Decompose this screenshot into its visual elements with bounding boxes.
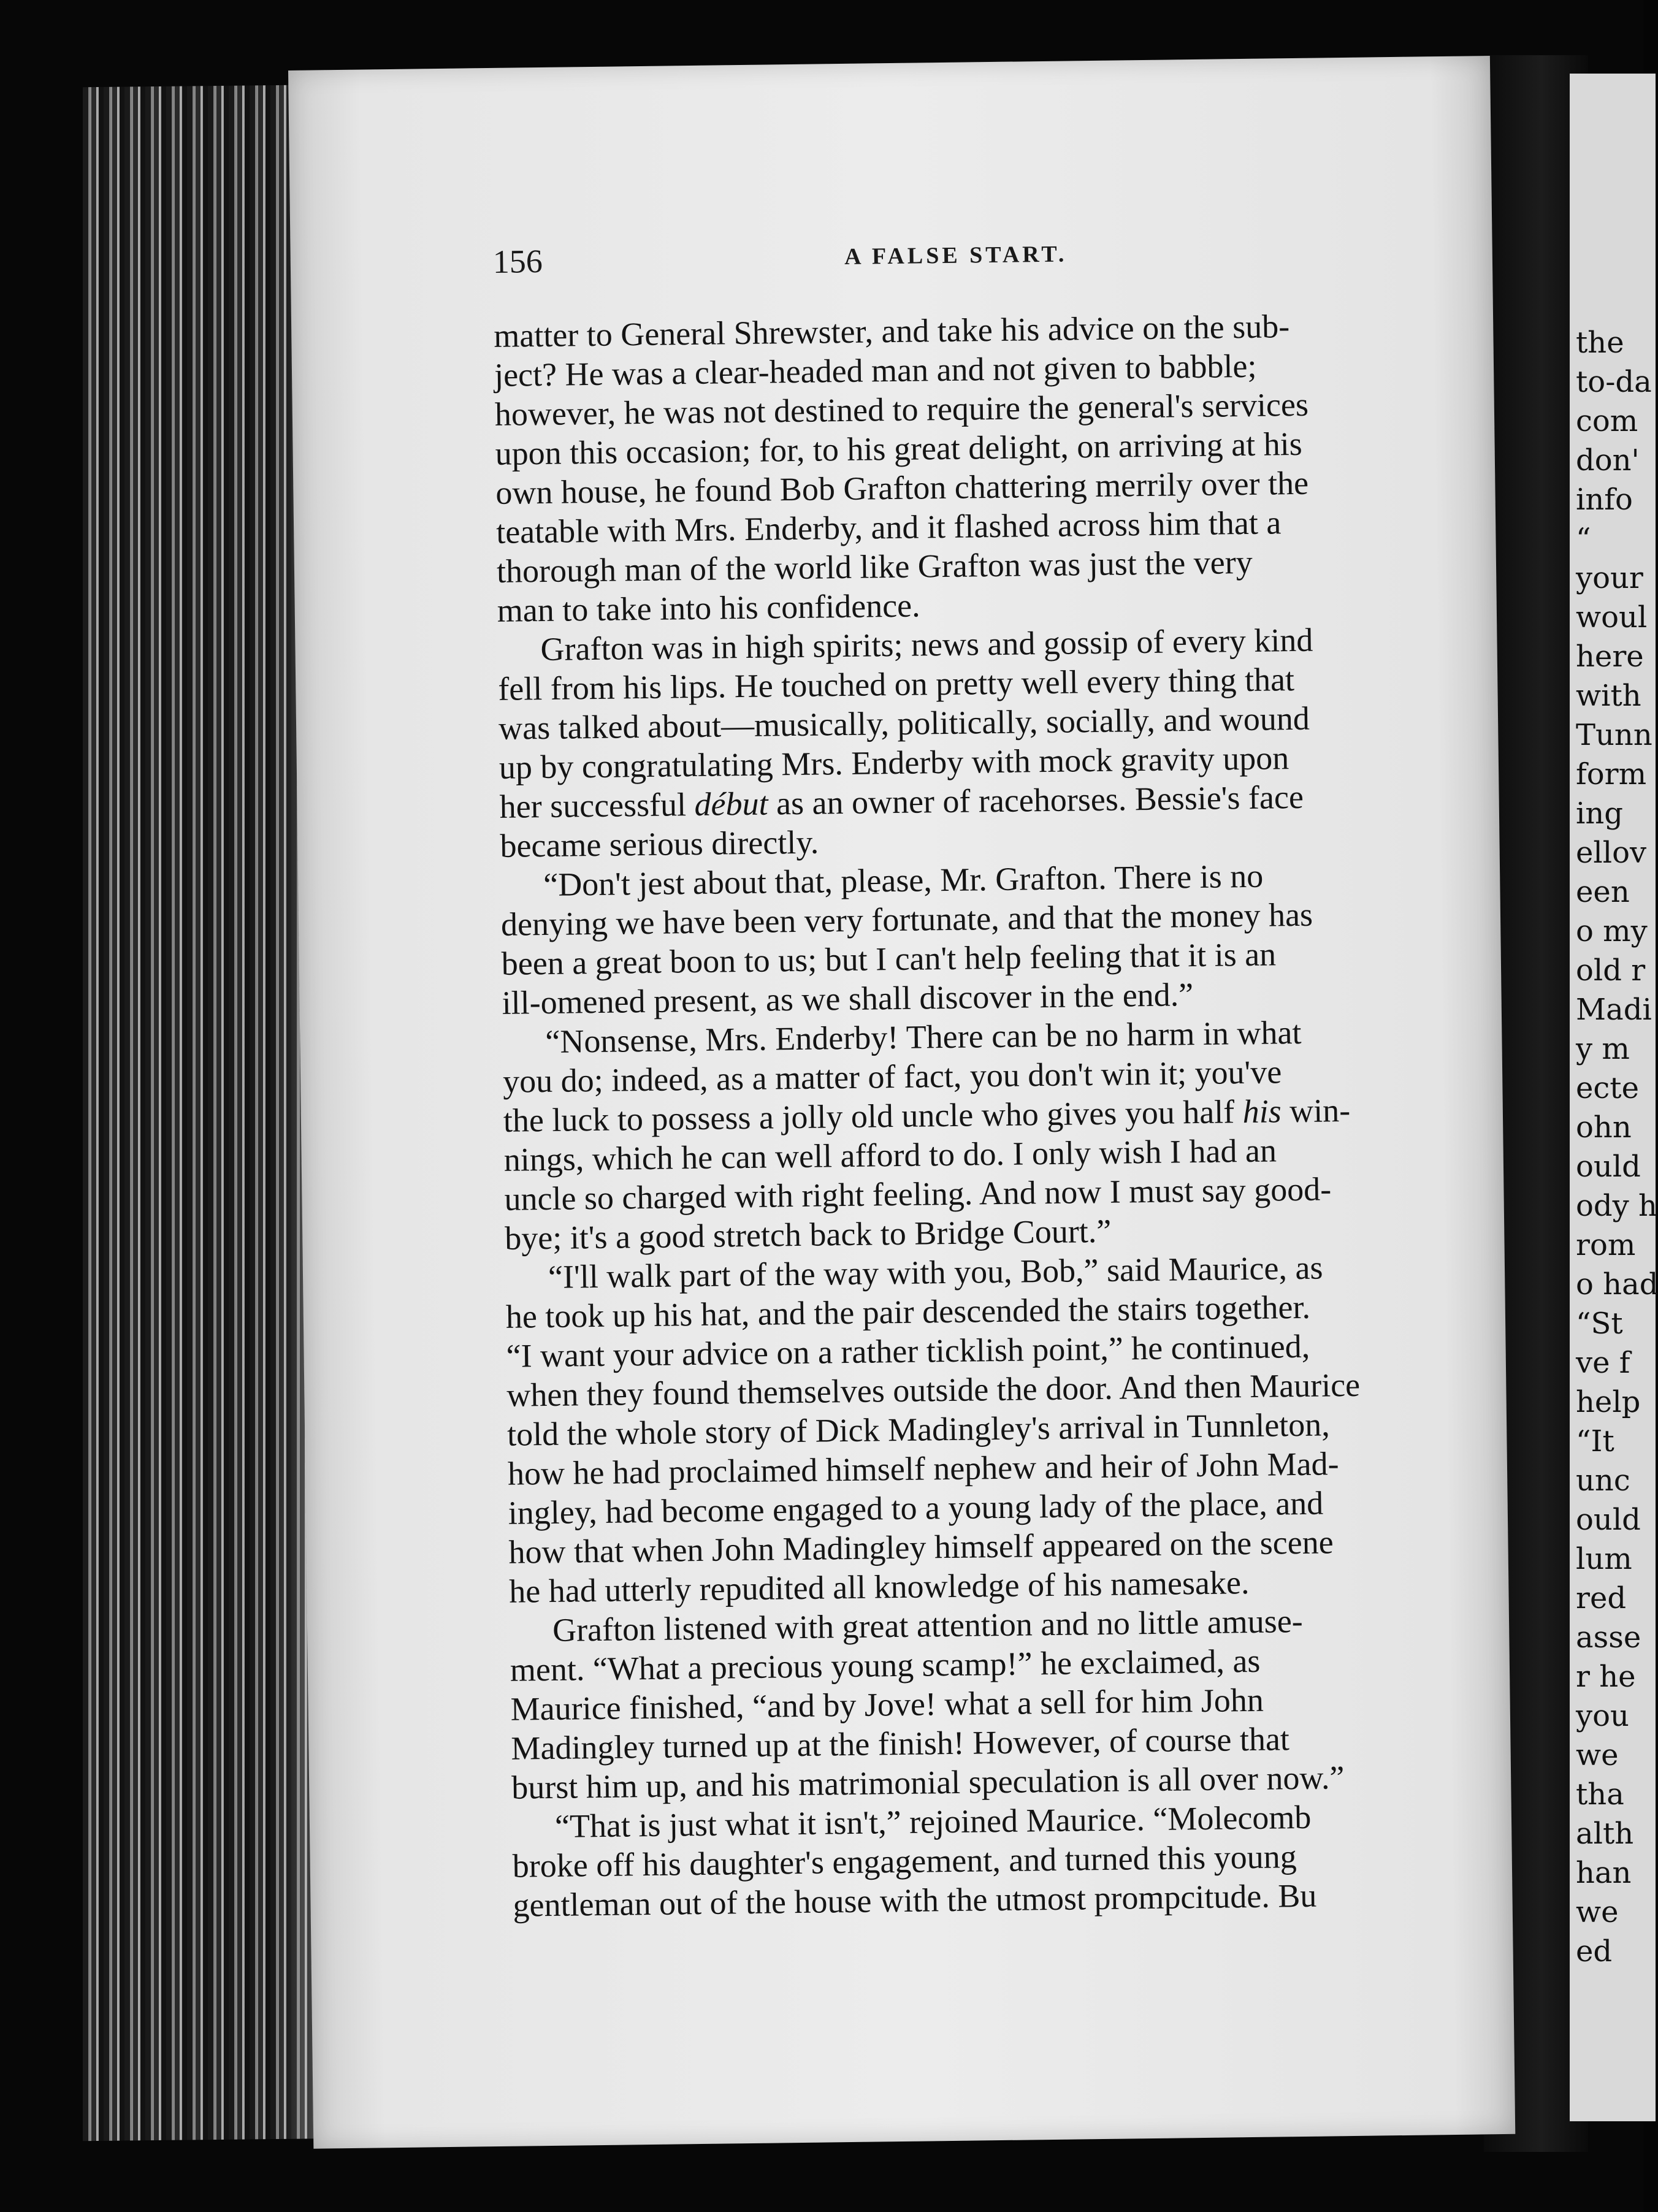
- text-line: told the whole story of Dick Madingley's arrival in Tunnleton,: [506, 1406, 1331, 1453]
- text-line: own house, he found Bob Grafton chattering merrily over the: [495, 464, 1309, 511]
- text-line: ject? He was a clear-headed man and not given to babble;: [494, 347, 1257, 394]
- text-line: “Don't jest about that, please, Mr. Grafton. There is no: [543, 857, 1264, 904]
- text-line: Grafton listened with great attention and no little amuse-: [552, 1602, 1304, 1649]
- text-segment: her successful: [499, 785, 695, 825]
- running-head: A FALSE START.: [844, 241, 1068, 270]
- facing-page-strip: [1570, 74, 1656, 2121]
- page-number: 156: [492, 242, 543, 280]
- text-line: burst him up, and his matrimonial speculation is all over now.”: [511, 1759, 1345, 1806]
- text-line: uncle so charged with right feeling. And now I must say good-: [504, 1170, 1332, 1218]
- text-line: Maurice finished, “and by Jove! what a sell for him John: [510, 1681, 1264, 1728]
- facing-page-fragment: Tunn: [1576, 718, 1652, 752]
- text-line: ingley, had become engaged to a young lady of the place, and: [508, 1484, 1324, 1531]
- facing-page-fragment: tha: [1576, 1777, 1624, 1812]
- book-page: [288, 56, 1515, 2149]
- text-line: denying we have been very fortunate, and that the money has: [500, 896, 1313, 943]
- text-segment: the luck to possess a jolly old uncle who gives you half: [503, 1093, 1244, 1139]
- text-line: nings, which he can well afford to do. I only wish I had an: [503, 1132, 1277, 1178]
- facing-page-fragment: ohn: [1576, 1110, 1632, 1145]
- text-line: matter to General Shrewster, and take his advice on the sub-: [493, 308, 1290, 354]
- facing-page-fragment: “It: [1576, 1424, 1614, 1459]
- italic-word: début: [694, 785, 768, 823]
- text-line: how he had proclaimed himself nephew and heir of John Mad-: [507, 1445, 1339, 1492]
- facing-page-fragment: com: [1576, 404, 1638, 438]
- facing-page-fragment: don': [1576, 443, 1640, 478]
- facing-page-fragment: old r: [1576, 953, 1646, 988]
- facing-page-fragment: form: [1576, 757, 1647, 791]
- text-line: fell from his lips. He touched on pretty well every thing that: [497, 661, 1295, 707]
- facing-page-fragment: unc: [1576, 1463, 1630, 1498]
- text-line: up by congratulating Mrs. Enderby with mock gravity upon: [499, 739, 1289, 786]
- text-line: “That is just what it isn't,” rejoined Maurice. “Molecomb: [554, 1798, 1312, 1845]
- text-line: was talked about—musically, politically, socially, and wound: [498, 700, 1310, 747]
- facing-page-fragment: ed: [1576, 1934, 1613, 1969]
- body-text: [494, 304, 1496, 2008]
- facing-page-fragment: with: [1576, 679, 1641, 713]
- text-line: ment. “What a precious young scamp!” he exclaimed, as: [510, 1642, 1261, 1688]
- text-line: upon this occasion; for, to his great delight, on arriving at his: [495, 425, 1303, 472]
- facing-page-fragment: o had: [1576, 1267, 1658, 1302]
- facing-page-fragment: we: [1576, 1895, 1619, 1929]
- facing-page-fragment: alth: [1576, 1817, 1634, 1851]
- text-line: “I'll walk part of the way with you, Bob,” said Maurice, as: [548, 1249, 1323, 1295]
- facing-page-fragment: r he: [1576, 1660, 1636, 1694]
- text-line: man to take into his confidence.: [497, 587, 920, 629]
- page-header: [492, 231, 1419, 291]
- facing-page-fragment: Madi: [1576, 993, 1652, 1027]
- text-segment: as an owner of racehorses. Bessie's face: [768, 778, 1304, 822]
- text-line: he had utterly repudited all knowledge of his namesake.: [508, 1564, 1250, 1610]
- facing-page-fragment: ellov: [1576, 836, 1647, 870]
- facing-page-fragment: een: [1576, 875, 1630, 909]
- text-line: ill-omened present, as we shall discover in the end.”: [502, 976, 1194, 1021]
- facing-page-fragment: your: [1576, 561, 1643, 595]
- facing-page-fragment: we: [1576, 1738, 1619, 1772]
- facing-page-fragment: y m: [1576, 1032, 1630, 1066]
- text-line: thorough man of the world like Grafton was just the very: [496, 543, 1253, 590]
- facing-page-fragment: red: [1576, 1581, 1627, 1615]
- text-line: when they found themselves outside the door. And then Maurice: [506, 1366, 1361, 1414]
- facing-page-fragment: to-da: [1576, 365, 1652, 399]
- facing-page-fragment: here: [1576, 639, 1644, 674]
- facing-page-fragment: ve f: [1576, 1346, 1630, 1380]
- text-line: broke off his daughter's engagement, and turned this young: [512, 1838, 1297, 1885]
- facing-page-fragment: o my: [1576, 914, 1648, 948]
- facing-page-fragment: woul: [1576, 600, 1648, 635]
- facing-page-fragment: ecte: [1576, 1071, 1639, 1105]
- text-line: became serious directly.: [500, 823, 819, 864]
- text-line: been a great boon to us; but I can't help feeling that it is an: [501, 936, 1277, 982]
- text-line: “Nonsense, Mrs. Enderby! There can be no harm in what: [545, 1013, 1302, 1060]
- text-line: “I want your advice on a rather ticklish point,” he continued,: [506, 1327, 1310, 1375]
- text-line: you do; indeed, as a matter of fact, you don't win it; you've: [502, 1053, 1282, 1100]
- text-line: Madingley turned up at the finish! However, of course that: [511, 1720, 1290, 1767]
- text-line: teatable with Mrs. Enderby, and it flashed across him that a: [495, 504, 1282, 551]
- facing-page-fragment: “St: [1576, 1306, 1623, 1341]
- facing-page-fragment: han: [1576, 1856, 1632, 1890]
- text-line: Grafton was in high spirits; news and gossip of every kind: [540, 621, 1313, 668]
- text-line: however, he was not destined to require the general's services: [494, 386, 1309, 433]
- text-line: he took up his hat, and the pair descended the stairs together.: [505, 1288, 1311, 1335]
- facing-page-fragment: ing: [1576, 796, 1623, 831]
- facing-page-fragment: “: [1576, 522, 1591, 556]
- facing-page-fragment: ould: [1576, 1150, 1641, 1184]
- facing-page-fragment: lum: [1576, 1542, 1632, 1576]
- text-line: how that when John Madingley himself appeared on the scene: [508, 1524, 1334, 1571]
- facing-page-fragment: help: [1576, 1385, 1641, 1419]
- italic-word: his: [1242, 1093, 1282, 1131]
- facing-page-fragment: ould: [1576, 1503, 1641, 1537]
- facing-page-fragment: info: [1576, 482, 1633, 517]
- text-segment: win-: [1281, 1091, 1351, 1130]
- text-line: bye; it's a good stretch back to Bridge Court.”: [504, 1212, 1112, 1257]
- facing-page-fragment: the: [1576, 326, 1624, 360]
- facing-page-fragment: ody h: [1576, 1189, 1657, 1223]
- facing-page-fragment: you: [1576, 1699, 1629, 1733]
- facing-page-fragment: rom: [1576, 1228, 1636, 1262]
- facing-page-fragment: asse: [1576, 1620, 1641, 1655]
- text-line: gentleman out of the house with the utmost prompcitude. Bu: [513, 1877, 1317, 1924]
